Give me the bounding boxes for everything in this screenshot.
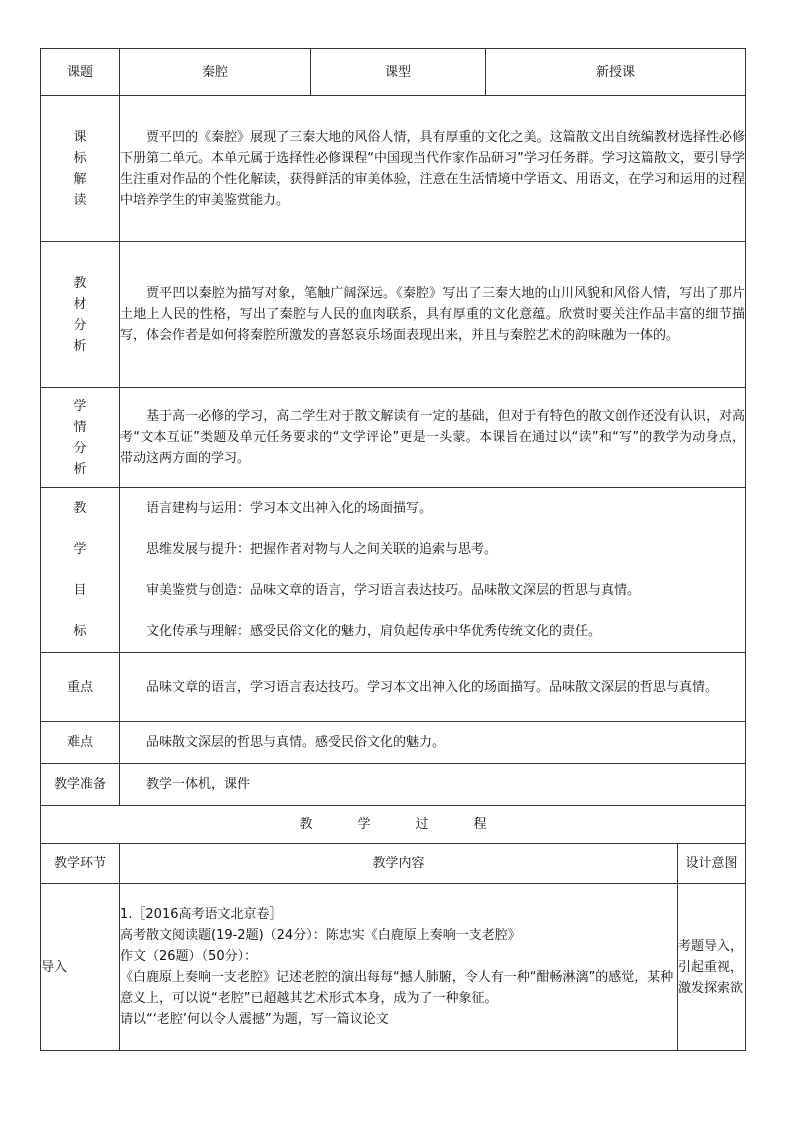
standard-text: 贾平凹的《秦腔》展现了三秦大地的风俗人情，具有厚重的文化之美。这篇散文出自统编教材选择性必修下册第二单元。本单元属于选择性必修课程“中国现当代作家作品研习”学习任务群。学习这篇散文，要引导学生注重对作品的个性化解读，获得鲜活的审美体验，注意在生活情境中学语文、用语文，在学习和运用的过程中培养学生的审美鉴赏能力。 — [120, 96, 746, 242]
col-content-header: 教学内容 — [120, 844, 678, 884]
textbook-row — [41, 242, 746, 388]
content-line: 《白鹿原上奏响一支老腔》记述老腔的演出每每“撼人肺腑，令人有一种“酣畅淋漓”的感觉，某种意义上，可以说“老腔”已超越其艺术形式本身，成为了一种象征。 — [120, 970, 674, 1006]
content-line: 请以“‘老腔’何以令人震撼”为题，写一篇议论文 — [120, 1012, 389, 1027]
type-value: 新授课 — [486, 49, 746, 96]
key-points-text: 品味文章的语言，学习语言表达技巧。学习本文出神入化的场面描写。品味散文深层的哲思与真情。 — [120, 653, 746, 722]
col-intent-header: 设计意图 — [678, 844, 746, 884]
type-label: 课型 — [311, 49, 486, 96]
lesson-plan-table — [40, 48, 746, 1051]
content-line: 1.［2016高考语文北京卷］ — [120, 907, 283, 922]
preparation-label: 教学准备 — [41, 764, 120, 806]
topic-value: 秦腔 — [120, 49, 311, 96]
topic-label: 课题 — [41, 49, 120, 96]
content-line: 作文（26题）（50分）： — [120, 949, 258, 964]
goal-item: 思维发展与提升：把握作者对物与人之间关联的追索与思考。 — [146, 542, 498, 557]
process-content — [120, 884, 678, 1051]
goals-row — [41, 488, 746, 653]
difficulties-text: 品味散文深层的哲思与真情。感受民俗文化的魅力。 — [120, 722, 746, 764]
key-points-label: 重点 — [41, 653, 120, 722]
goal-item: 文化传承与理解：感受民俗文化的魅力，肩负起传承中华优秀传统文化的责任。 — [146, 624, 602, 639]
goal-item: 审美鉴赏与创造：品味文章的语言，学习语言表达技巧。品味散文深层的哲思与真情。 — [146, 583, 641, 598]
col-stage-header: 教学环节 — [41, 844, 120, 884]
key-points-row — [41, 653, 746, 722]
preparation-row — [41, 764, 746, 806]
header-row — [41, 49, 746, 96]
process-intent: 考题导入，引起重视，激发探索欲 — [678, 884, 746, 1051]
goals-label: 教 学 目 标 — [41, 488, 120, 653]
difficulties-row — [41, 722, 746, 764]
difficulties-label: 难点 — [41, 722, 120, 764]
preparation-text: 教学一体机，课件 — [120, 764, 746, 806]
process-row — [41, 884, 746, 1051]
standard-row — [41, 96, 746, 242]
goals-list — [120, 488, 746, 653]
textbook-label: 教 材 分 析 — [41, 242, 120, 388]
students-label: 学 情 分 析 — [41, 388, 120, 488]
process-stage: 导入 — [41, 884, 120, 1051]
content-line: 高考散文阅读题(19-2题)（24分）：陈忠实《白鹿原上奏响一支老腔》 — [120, 928, 521, 943]
standard-label: 课 标 解 读 — [41, 96, 120, 242]
process-title: 教 学 过 程 — [41, 806, 746, 844]
students-text: 基于高一必修的学习，高二学生对于散文解读有一定的基础，但对于有特色的散文创作还没有认识，对高考“文本互证”类题及单元任务要求的“文学评论”更是一头蒙。本课旨在通过以“读”和“写”的教学为动身点，带动这两方面的学习。 — [120, 388, 746, 488]
process-title-row — [41, 806, 746, 844]
goal-item: 语言建构与运用：学习本文出神入化的场面描写。 — [146, 501, 433, 516]
textbook-text: 贾平凹以秦腔为描写对象，笔触广阔深远。《秦腔》写出了三秦大地的山川风貌和风俗人情，写出了那片土地上人民的性格，写出了秦腔与人民的血肉联系，具有厚重的文化意蕴。欣赏时要关注作品丰富的细节描写，体会作者是如何将秦腔所激发的喜怒哀乐场面表现出来，并且与秦腔艺术的韵味融为一体的。 — [120, 242, 746, 388]
students-row — [41, 388, 746, 488]
process-header-row — [41, 844, 746, 884]
